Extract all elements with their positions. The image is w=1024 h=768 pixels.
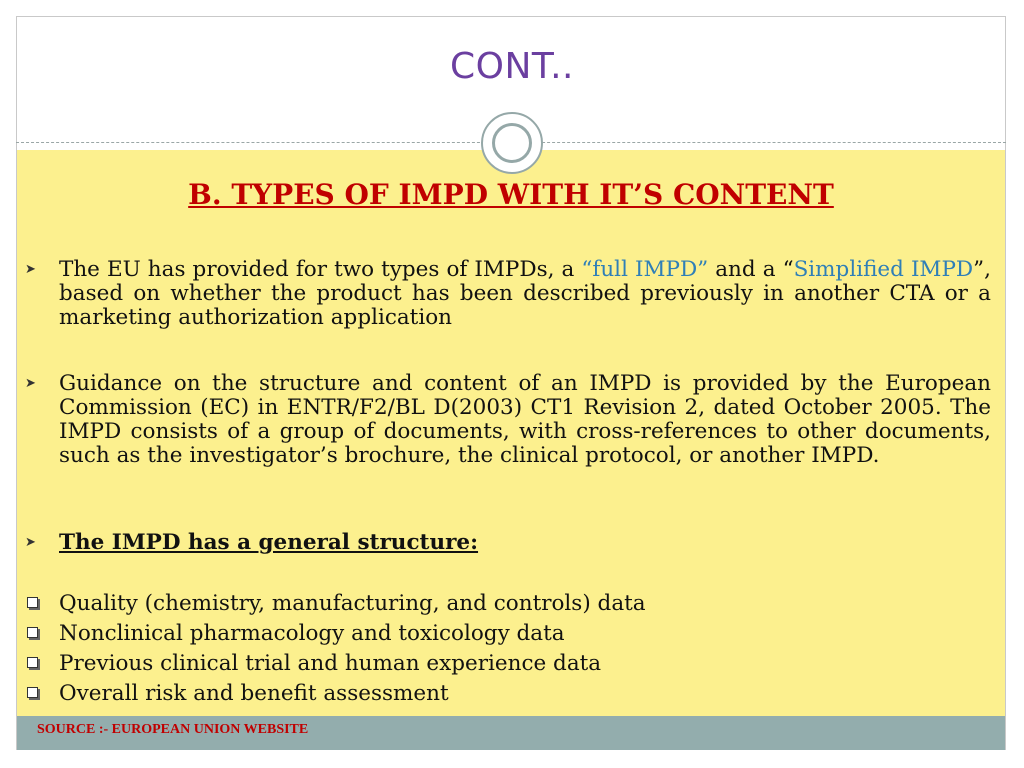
bullet-guidance <box>25 372 991 468</box>
source-text: SOURCE :- EUROPEAN UNION WEBSITE <box>37 722 309 737</box>
bullet-eu-impd-types <box>25 258 991 330</box>
bullet-general-structure <box>25 531 991 555</box>
checkbox-bullet-icon <box>27 597 38 608</box>
checkbox-bullet-icon <box>27 687 38 698</box>
bullet-text: Guidance on the structure and content of an IMPD is provided by the European Commission (EC) in ENTR/F2/BL D(2003) CT1 Revision 2, dated October 2005. The IMPD consists of a group of documents, with cross-references to other documents, such as the investigator’s brochure, the clinical protocol, or another IMPD. <box>59 371 991 468</box>
structure-item: Previous clinical trial and human experience data <box>27 651 601 677</box>
bullet-text: The IMPD has a general structure: <box>59 530 479 555</box>
simplified-impd-highlight: Simplified IMPD <box>793 257 974 282</box>
checkbox-bullet-icon <box>27 627 38 638</box>
source-footer <box>17 716 1005 750</box>
full-impd-highlight: “full IMPD” <box>581 257 709 282</box>
structure-item: Nonclinical pharmacology and toxicology data <box>27 621 565 647</box>
section-subtitle: B. TYPES OF IMPD WITH IT’S CONTENT <box>188 178 834 211</box>
structure-item: Overall risk and benefit assessment <box>27 681 449 707</box>
divider-ring-icon <box>481 112 543 174</box>
slide-title: CONT.. <box>449 46 574 87</box>
structure-item: Quality (chemistry, manufacturing, and controls) data <box>27 591 646 617</box>
arrow-bullet-icon: ➤ <box>25 376 36 391</box>
bullet-text: ”, based on whether the product has been described previously in another CTA or a marketing authorization application <box>59 257 991 330</box>
arrow-bullet-icon: ➤ <box>25 262 36 277</box>
checkbox-bullet-icon <box>27 657 38 668</box>
bullet-text: The EU has provided for two types of IMPDs, a <box>59 257 582 282</box>
bullet-text: and a “ <box>708 257 794 282</box>
arrow-bullet-icon: ➤ <box>25 535 36 550</box>
content-panel <box>17 150 1005 716</box>
